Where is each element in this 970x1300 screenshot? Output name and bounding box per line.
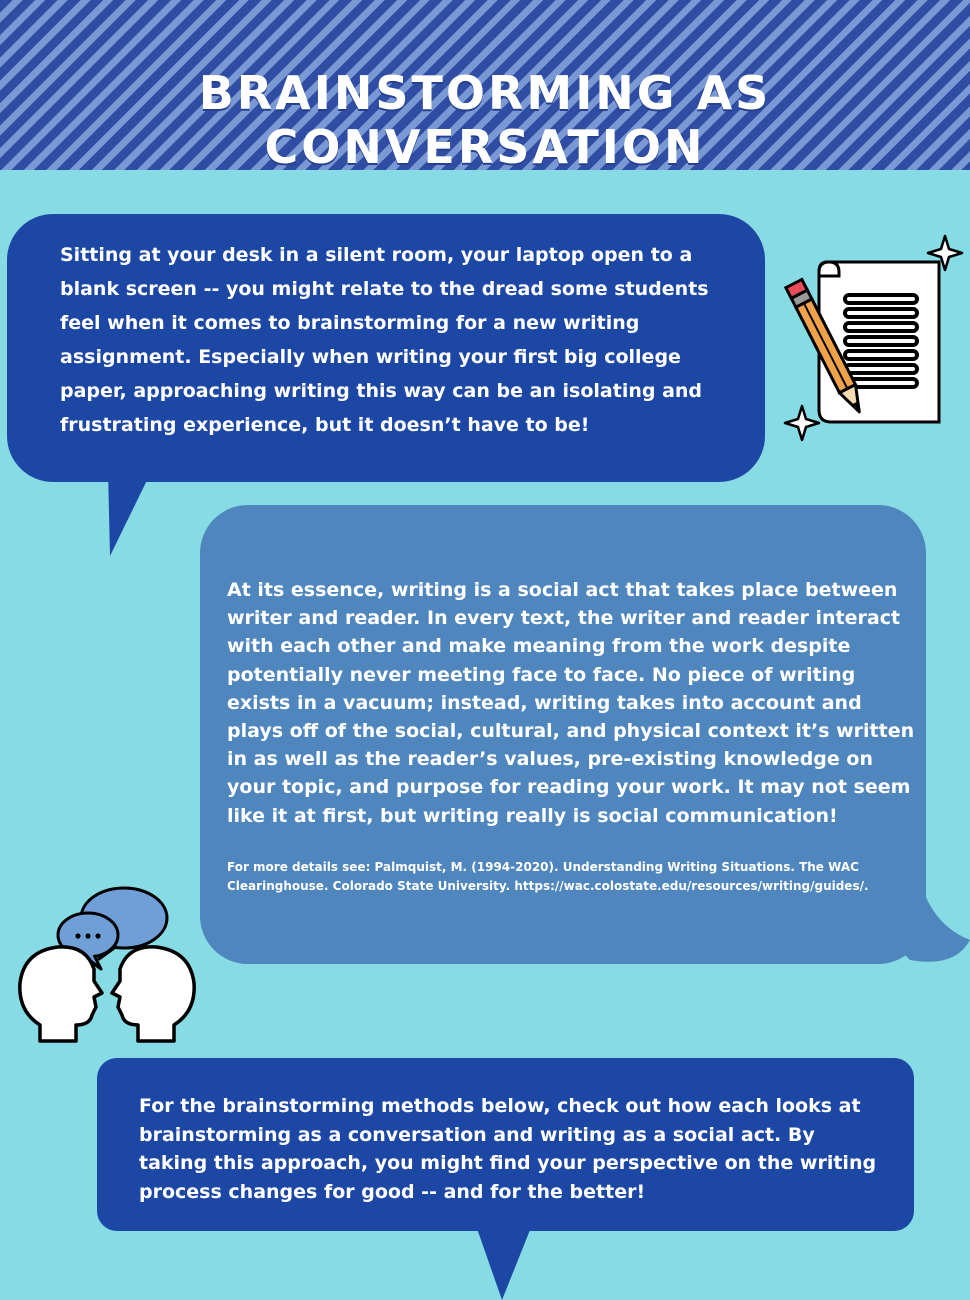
page-title: BRAINSTORMING AS CONVERSATION	[198, 66, 772, 174]
intro-text: Sitting at your desk in a silent room, your laptop open to a blank screen -- you might relate to the dread some students feel when it comes to brainstorming for a new writing assignment. Especially when writing your first big college paper, approaching writing this way can be an isolating and frustrating experience, but it doesn’t have to be!	[60, 244, 709, 436]
pencil-and-paper-icon	[775, 232, 970, 447]
citation-text: For more details see: Palmquist, M. (1994-2020). Understanding Writing Situations. The WAC Clearinghouse. Colorado State University. https://wac.colostate.edu/resources/writing/guides/.	[227, 860, 869, 893]
two-heads-talking-icon	[14, 885, 200, 1045]
speech-bubble-tail	[474, 1220, 536, 1300]
speech-bubble-methods	[97, 1058, 914, 1231]
speech-bubble-intro	[7, 214, 765, 482]
methods-text: For the brainstorming methods below, check out how each looks at brainstorming as a conversation and writing as a social act. By taking this approach, you might find your perspective on the writing process changes for good -- and for the better!	[139, 1095, 877, 1203]
essence-text: At its essence, writing is a social act that takes place between writer and reader. In every text, the writer and reader interact with each other and make meaning from the work despite potentially never meeting face to face. No piece of writing exists in a vacuum; instead, writing takes into account and plays off of the social, cultural, and physical context it’s written in as well as the reader’s values, pre-existing knowledge on your topic, and purpose for reading your work. It may not seem like it at first, but writing really is social communication!	[227, 579, 915, 827]
speech-bubble-tail	[100, 470, 160, 560]
speech-bubble-essence	[200, 505, 926, 964]
